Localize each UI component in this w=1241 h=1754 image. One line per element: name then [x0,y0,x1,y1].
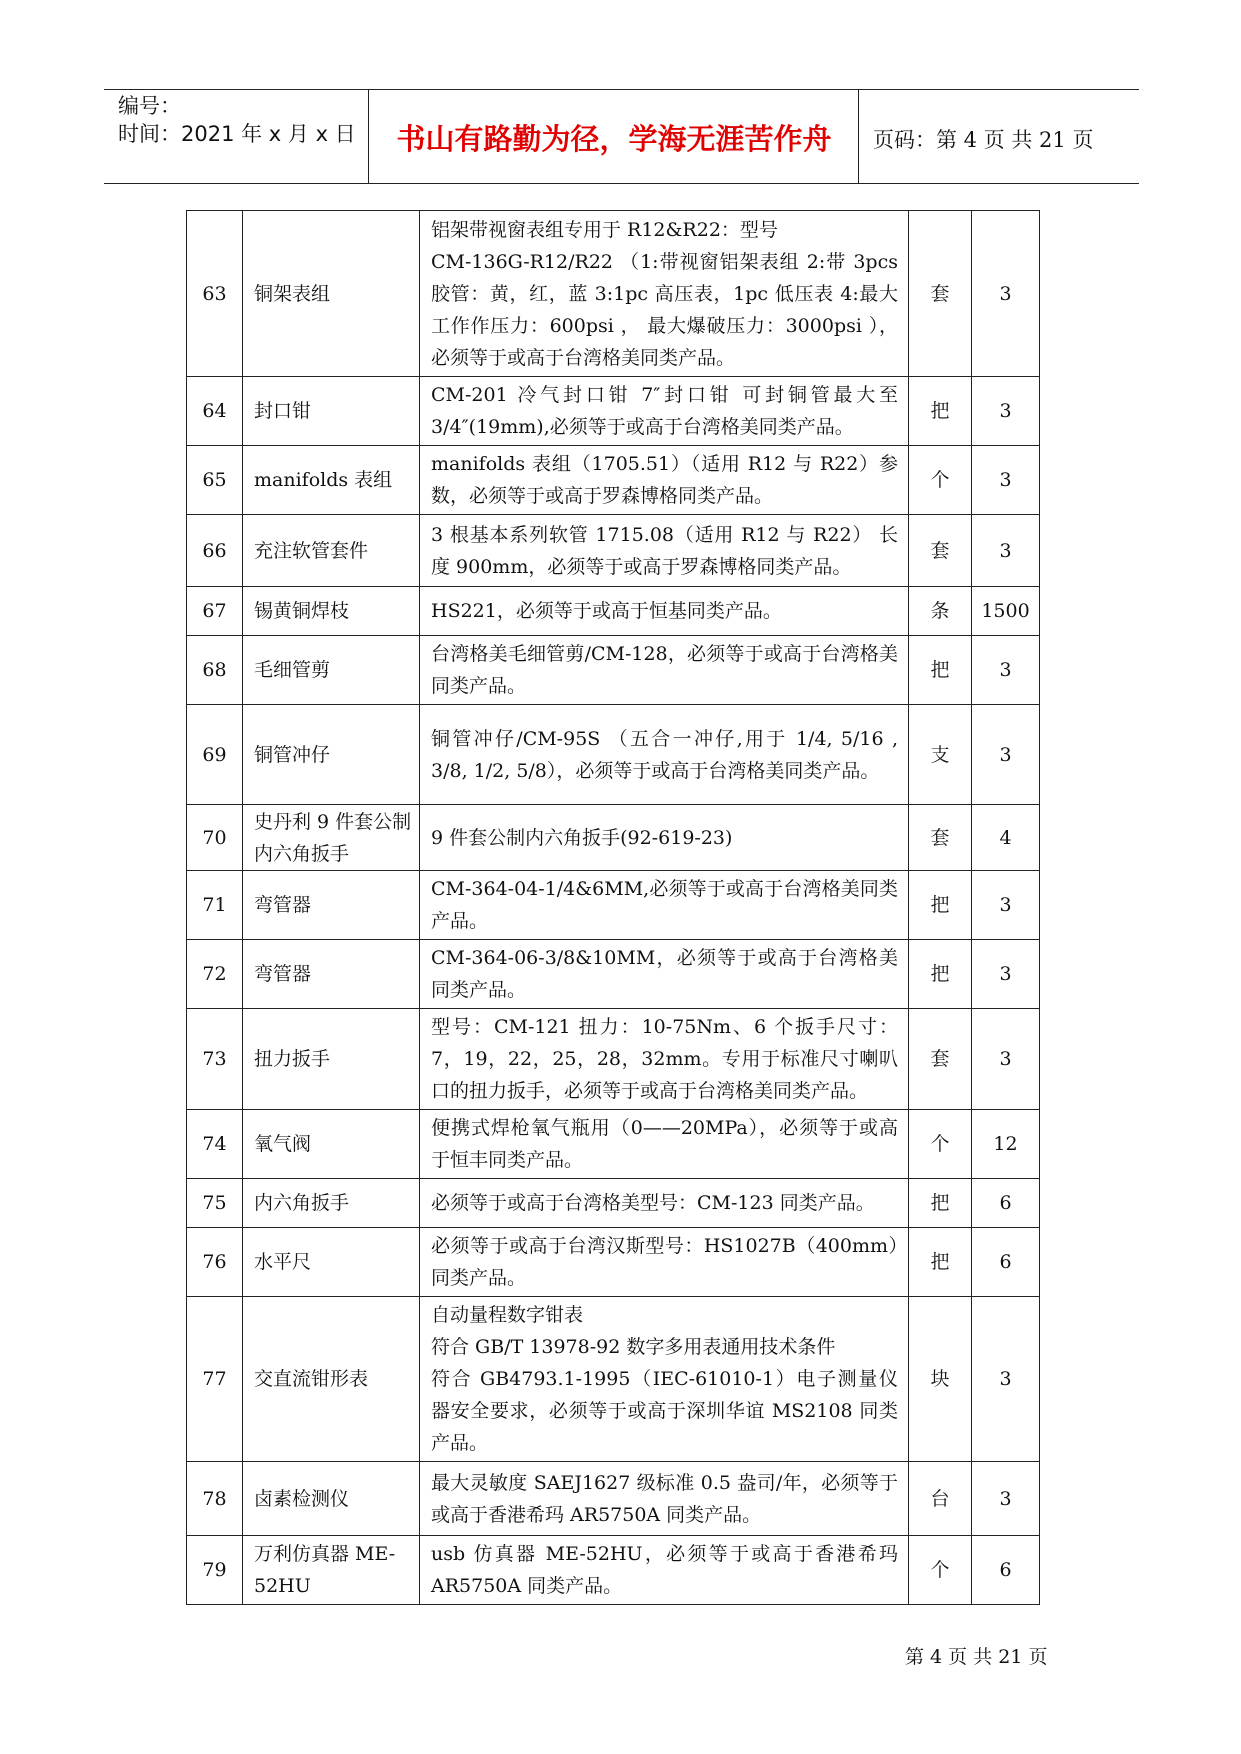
row-number: 73 [187,1009,243,1110]
item-quantity: 6 [972,1228,1040,1297]
item-quantity: 12 [972,1110,1040,1179]
item-name: 弯管器 [243,940,420,1009]
table-row [187,1462,1040,1536]
row-number: 64 [187,377,243,446]
document-number-label: 编号： [118,94,181,118]
item-spec: 台湾格美毛细管剪/CM-128，必须等于或高于台湾格美同类产品。 [420,636,909,705]
item-name: 锡黄铜焊枝 [243,587,420,636]
item-name: 氧气阀 [243,1110,420,1179]
item-name: 毛细管剪 [243,636,420,705]
table-row [187,940,1040,1009]
item-spec: 3 根基本系列软管 1715.08（适用 R12 与 R22） 长度 900mm，必须等于或高于罗森博格同类产品。 [420,515,909,587]
item-spec: 型号：CM-121 扭力：10-75Nm、6 个扳手尺寸：7，19，22，25，28，32mm。专用于标准尺寸喇叭口的扭力扳手，必须等于或高于台湾格美同类产品。 [420,1009,909,1110]
item-quantity: 3 [972,211,1040,377]
item-unit: 个 [909,1536,972,1605]
item-unit: 条 [909,587,972,636]
row-number: 74 [187,1110,243,1179]
row-number: 72 [187,940,243,1009]
item-name: manifolds 表组 [243,446,420,515]
item-name: 铜架表组 [243,211,420,377]
item-quantity: 6 [972,1536,1040,1605]
item-unit: 块 [909,1297,972,1462]
item-quantity: 1500 [972,587,1040,636]
item-spec: 铜管冲仔/CM-95S （五合一冲仔,用于 1/4, 5/16 , 3/8, 1/2, 5/8），必须等于或高于台湾格美同类产品。 [420,705,909,805]
item-spec: CM-201 冷气封口钳 7″封口钳 可封铜管最大至 3/4″(19mm),必须等于或高于台湾格美同类产品。 [420,377,909,446]
item-name: 扭力扳手 [243,1009,420,1110]
row-number: 77 [187,1297,243,1462]
row-number: 68 [187,636,243,705]
item-name: 弯管器 [243,871,420,940]
item-unit: 把 [909,1228,972,1297]
item-unit: 套 [909,515,972,587]
item-unit: 把 [909,940,972,1009]
header-motto: 书山有路勤为径，学海无涯苦作舟 [396,122,832,156]
item-quantity: 4 [972,805,1040,871]
table-row [187,1536,1040,1605]
item-quantity: 3 [972,871,1040,940]
item-unit: 套 [909,805,972,871]
item-unit: 套 [909,1009,972,1110]
row-number: 70 [187,805,243,871]
item-unit: 个 [909,446,972,515]
header-meta [118,92,356,148]
table-row [187,446,1040,515]
row-number: 65 [187,446,243,515]
item-quantity: 3 [972,705,1040,805]
header-divider-right [858,89,859,183]
item-name: 万利仿真器 ME-52HU [243,1536,420,1605]
row-number: 63 [187,211,243,377]
item-unit: 把 [909,377,972,446]
item-quantity: 6 [972,1179,1040,1228]
row-number: 66 [187,515,243,587]
item-unit: 支 [909,705,972,805]
item-spec: 便携式焊枪氧气瓶用（0——20MPa），必须等于或高于恒丰同类产品。 [420,1110,909,1179]
item-unit: 把 [909,1179,972,1228]
item-spec: CM-364-04-1/4&6MM,必须等于或高于台湾格美同类产品。 [420,871,909,940]
footer-page-number: 第 4 页 共 21 页 [905,1646,1048,1668]
item-name: 铜管冲仔 [243,705,420,805]
item-unit: 个 [909,1110,972,1179]
item-quantity: 3 [972,515,1040,587]
item-quantity: 3 [972,377,1040,446]
table-row [187,871,1040,940]
item-name: 内六角扳手 [243,1179,420,1228]
item-name: 交直流钳形表 [243,1297,420,1462]
row-number: 76 [187,1228,243,1297]
item-spec: usb 仿真器 ME-52HU，必须等于或高于香港希玛 AR5750A 同类产品。 [420,1536,909,1605]
item-spec: HS221，必须等于或高于恒基同类产品。 [420,587,909,636]
item-unit: 把 [909,871,972,940]
item-spec: 自动量程数字钳表 符合 GB/T 13978-92 数字多用表通用技术条件 符合 GB4793.1-1995（IEC-61010-1）电子测量仪器安全要求，必须等于或高于深圳华谊 MS2108 同类产品。 [420,1297,909,1462]
table-row [187,211,1040,377]
table-row [187,705,1040,805]
table-row [187,377,1040,446]
item-quantity: 3 [972,1009,1040,1110]
item-quantity: 3 [972,1462,1040,1536]
row-number: 67 [187,587,243,636]
item-name: 卤素检测仪 [243,1462,420,1536]
item-spec: 必须等于或高于台湾汉斯型号：HS1027B（400mm）同类产品。 [420,1228,909,1297]
item-spec: 最大灵敏度 SAEJ1627 级标准 0.5 盎司/年，必须等于或高于香港希玛 AR5750A 同类产品。 [420,1462,909,1536]
row-number: 69 [187,705,243,805]
table-row [187,515,1040,587]
item-spec: 必须等于或高于台湾格美型号：CM-123 同类产品。 [420,1179,909,1228]
equipment-table [186,210,1040,1605]
item-spec: manifolds 表组（1705.51）（适用 R12 与 R22）参数，必须等于或高于罗森博格同类产品。 [420,446,909,515]
item-spec: 铝架带视窗表组专用于 R12&R22：型号 CM-136G-R12/R22 （1:带视窗铝架表组 2:带 3pcs 胶管：黄，红，蓝 3:1pc 高压表，1pc 低压表 4:最大工作作压力：600psi ， 最大爆破压力：3000psi ），必须等于或高于台湾格美同类产品。 [420,211,909,377]
table-row [187,805,1040,871]
item-unit: 把 [909,636,972,705]
document-time-label: 时间：2021 年 x 月 x 日 [118,122,356,146]
row-number: 78 [187,1462,243,1536]
item-name: 水平尺 [243,1228,420,1297]
table-row [187,587,1040,636]
equipment-table-body [187,211,1040,1605]
row-number: 71 [187,871,243,940]
item-spec: 9 件套公制内六角扳手(92-619-23) [420,805,909,871]
item-quantity: 3 [972,636,1040,705]
table-row [187,1009,1040,1110]
item-unit: 台 [909,1462,972,1536]
table-row [187,1110,1040,1179]
header-bottom-rule [104,183,1139,184]
header-divider-left [368,89,369,183]
table-row [187,636,1040,705]
header-page-number: 页码：第 4 页 共 21 页 [873,128,1094,152]
item-name: 史丹利 9 件套公制内六角扳手 [243,805,420,871]
item-unit: 套 [909,211,972,377]
item-spec: CM-364-06-3/8&10MM，必须等于或高于台湾格美同类产品。 [420,940,909,1009]
item-quantity: 3 [972,1297,1040,1462]
item-quantity: 3 [972,940,1040,1009]
item-quantity: 3 [972,446,1040,515]
table-row [187,1228,1040,1297]
header-top-rule [104,89,1139,90]
item-name: 封口钳 [243,377,420,446]
row-number: 79 [187,1536,243,1605]
table-row [187,1297,1040,1462]
item-name: 充注软管套件 [243,515,420,587]
row-number: 75 [187,1179,243,1228]
table-row [187,1179,1040,1228]
